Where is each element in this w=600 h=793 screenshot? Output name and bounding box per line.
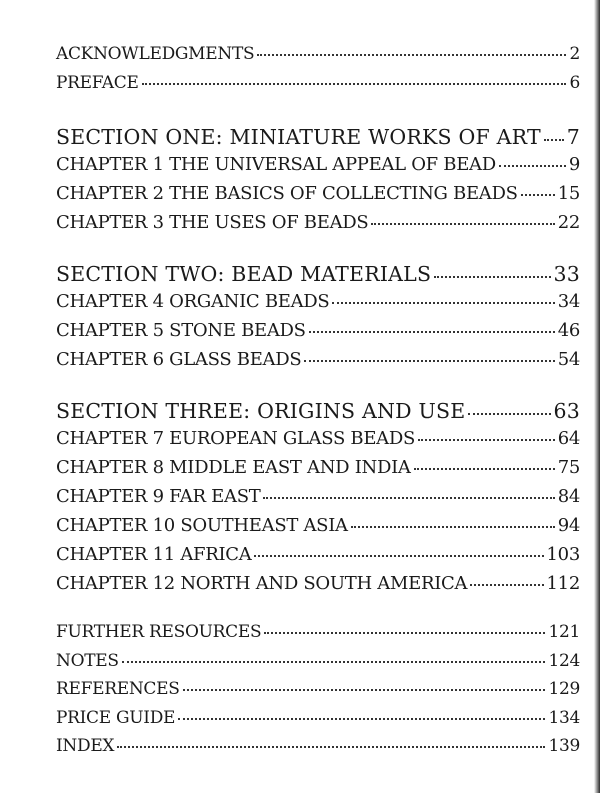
- entry-page: 121: [548, 622, 580, 642]
- entry-title: FURTHER RESOURCES: [56, 622, 262, 642]
- dot-leader: [418, 421, 555, 441]
- entry-title: CHAPTER 6 GLASS BEADS: [56, 349, 302, 370]
- dot-leader: [544, 118, 564, 141]
- entry-title: CHAPTER 12 NORTH AND SOUTH AMERICA: [56, 573, 468, 594]
- dot-leader: [122, 644, 546, 663]
- dot-leader: [142, 66, 567, 85]
- entry-title: CHAPTER 5 STONE BEADS: [56, 320, 306, 341]
- section-two: [56, 258, 580, 374]
- entry-page: 84: [557, 486, 580, 507]
- toc-entry-preface: [56, 69, 580, 98]
- page-edge-shadow: [594, 0, 600, 793]
- toc-entry-chapter: [56, 511, 580, 540]
- dot-leader: [254, 537, 543, 557]
- entry-page: 9: [568, 154, 580, 175]
- front-matter: [56, 40, 580, 97]
- entry-title: CHAPTER 8 MIDDLE EAST AND INDIA: [56, 457, 411, 478]
- entry-page: 64: [557, 428, 580, 449]
- toc-entry-chapter: [56, 179, 580, 208]
- dot-leader: [470, 566, 543, 586]
- entry-title: PRICE GUIDE: [56, 707, 176, 728]
- entry-page: 34: [557, 291, 580, 312]
- entry-page: 6: [569, 72, 580, 93]
- dot-leader: [521, 176, 555, 196]
- entry-title: REFERENCES: [56, 679, 180, 699]
- toc-entry-chapter: [56, 345, 580, 374]
- entry-title: CHAPTER 3 THE USES OF BEADS: [56, 212, 369, 233]
- back-matter: [56, 618, 580, 761]
- dot-leader: [371, 205, 554, 225]
- entry-title: ACKNOWLEDGMENTS: [56, 44, 255, 64]
- dot-leader: [178, 701, 545, 720]
- dot-leader: [332, 284, 554, 304]
- section-heading: [56, 395, 580, 424]
- toc-entry-chapter: [56, 540, 580, 569]
- section-title: SECTION TWO: BEAD MATERIALS: [56, 261, 432, 286]
- dot-leader: [264, 615, 545, 634]
- dot-leader: [309, 313, 555, 333]
- toc-entry-index: [56, 732, 580, 761]
- entry-title: CHAPTER 7 EUROPEAN GLASS BEADS: [56, 428, 416, 449]
- entry-title: CHAPTER 9 FAR EAST: [56, 486, 261, 507]
- toc-entry-chapter: [56, 287, 580, 316]
- section-one: [56, 121, 580, 237]
- entry-title: NOTES: [56, 650, 119, 671]
- toc-entry-chapter: [56, 316, 580, 345]
- toc-entry-acknowledgments: [56, 40, 580, 69]
- toc-entry-chapter: [56, 208, 580, 237]
- dot-leader: [468, 392, 550, 415]
- entry-page: 103: [546, 544, 580, 565]
- section-three: [56, 395, 580, 598]
- entry-page: 134: [548, 707, 580, 728]
- dot-leader: [351, 508, 555, 528]
- toc-entry-price-guide: [56, 704, 580, 733]
- dot-leader: [304, 342, 554, 362]
- entry-page: 2: [569, 44, 580, 64]
- dot-leader: [434, 255, 550, 278]
- toc-entry-chapter: [56, 482, 580, 511]
- section-page: 7: [566, 124, 580, 149]
- entry-title: CHAPTER 10 SOUTHEAST ASIA: [56, 515, 348, 536]
- toc-entry-chapter: [56, 453, 580, 482]
- entry-page: 75: [557, 457, 580, 478]
- dot-leader: [414, 450, 555, 470]
- entry-page: 139: [548, 736, 580, 756]
- section-heading: [56, 121, 580, 150]
- entry-title: CHAPTER 4 ORGANIC BEADS: [56, 291, 330, 312]
- entry-page: 15: [557, 183, 580, 204]
- section-heading: [56, 258, 580, 287]
- entry-page: 129: [548, 679, 580, 699]
- entry-title: PREFACE: [56, 72, 139, 93]
- dot-leader: [183, 672, 546, 691]
- entry-page: 94: [557, 515, 580, 536]
- section-title: SECTION THREE: ORIGINS AND USE: [56, 398, 466, 423]
- dot-leader: [499, 147, 566, 167]
- toc-entry-further-resources: [56, 618, 580, 647]
- entry-title: INDEX: [56, 736, 115, 756]
- entry-page: 46: [557, 320, 580, 341]
- entry-page: 54: [557, 349, 580, 370]
- section-page: 33: [553, 261, 580, 286]
- entry-page: 112: [546, 573, 580, 594]
- section-title: SECTION ONE: MINIATURE WORKS OF ART: [56, 124, 541, 149]
- toc-entry-chapter: [56, 424, 580, 453]
- entry-title: CHAPTER 2 THE BASICS OF COLLECTING BEADS: [56, 183, 518, 204]
- dot-leader: [257, 37, 566, 56]
- dot-leader: [263, 479, 554, 499]
- entry-page: 22: [557, 212, 580, 233]
- toc-entry-chapter: [56, 569, 580, 598]
- dot-leader: [117, 729, 545, 748]
- toc-entry-chapter: [56, 150, 580, 179]
- toc-entry-references: [56, 675, 580, 704]
- entry-page: 124: [548, 650, 580, 671]
- toc-entry-notes: [56, 647, 580, 676]
- entry-title: CHAPTER 1 THE UNIVERSAL APPEAL OF BEAD: [56, 154, 496, 175]
- section-page: 63: [553, 398, 580, 423]
- entry-title: CHAPTER 11 AFRICA: [56, 544, 252, 565]
